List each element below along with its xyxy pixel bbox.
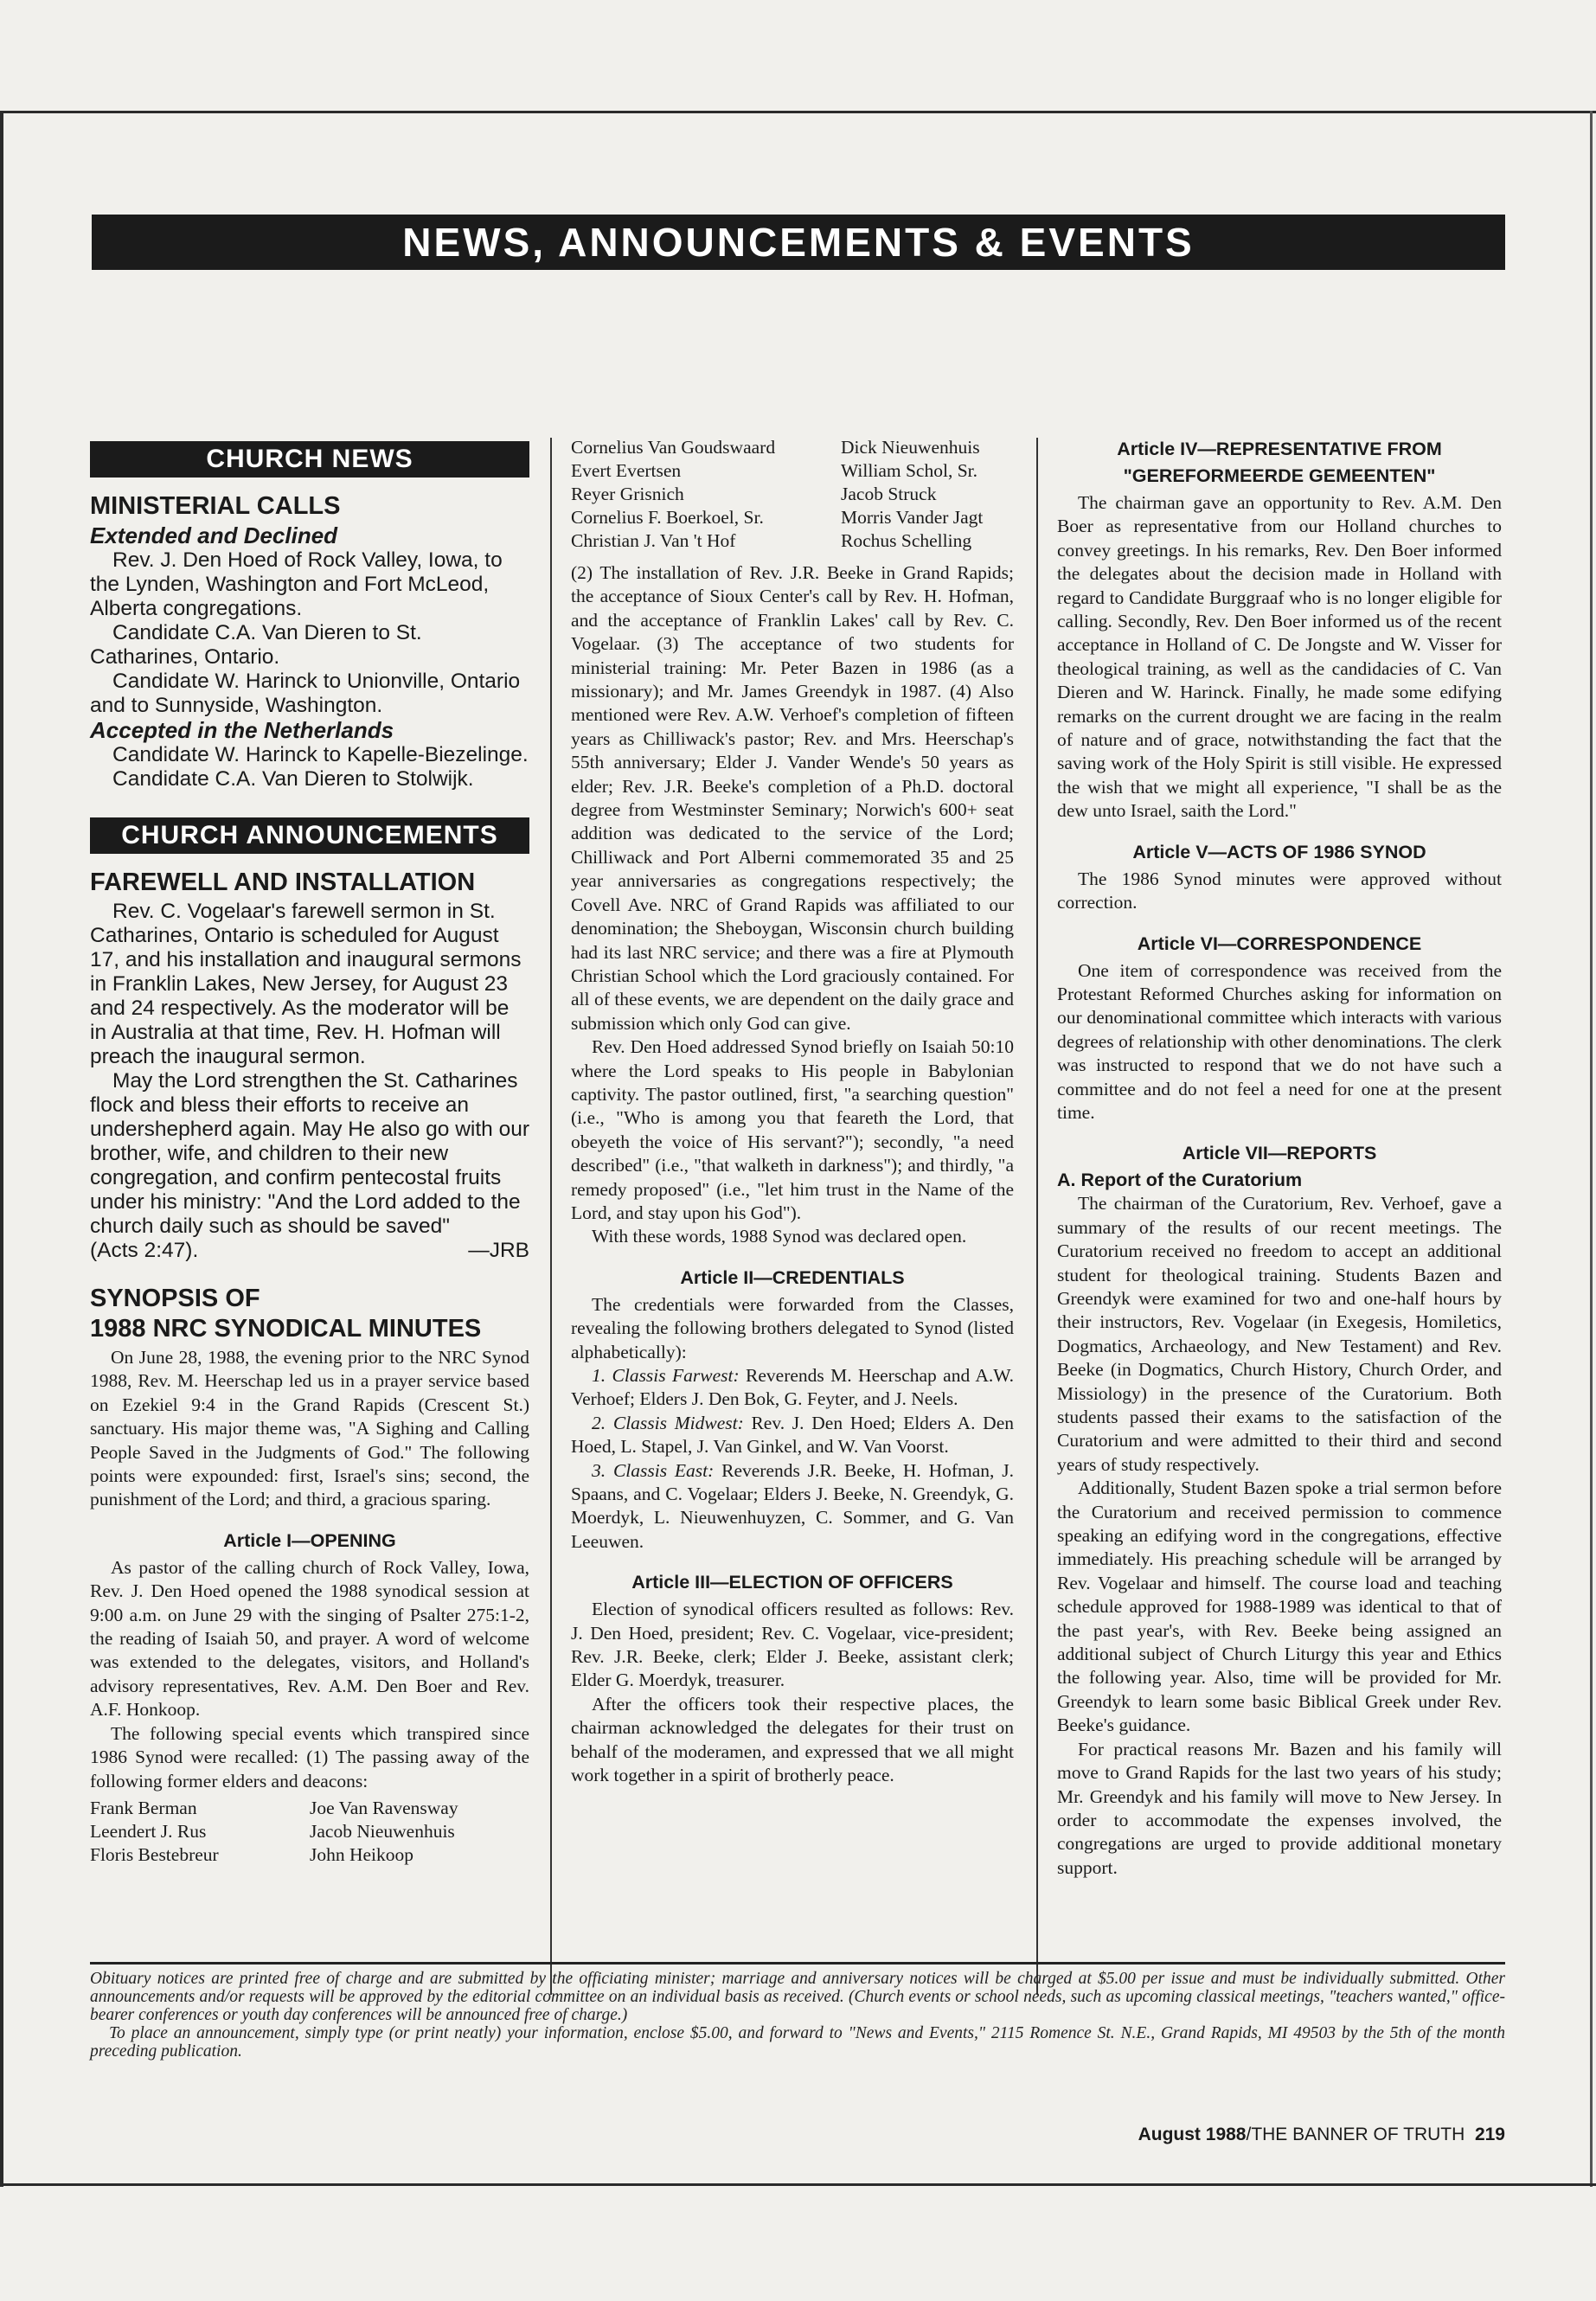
classis-delegates: Reverends J.R. Beeke, H. Hofman, J. Spaans, and C. Vogelaar; Elders J. Beeke, N. Greendyk, G. Moerdyk, L. Nieuwenhuyzen, C. Sommer, and G. Van Leeuwen. xyxy=(571,1459,1014,1552)
classis-item xyxy=(571,1412,1014,1459)
article-3-paragraph: After the officers took their respective places, the chairman acknowledged the delegates for their trust on behalf of the moderamen, and expressed that we all might work together in a spirit of brotherly peace. xyxy=(571,1693,1014,1786)
article-1-paragraph: The following special events which transpired since 1986 Synod were recalled: (1) The passing away of the following former elders and deacons: xyxy=(90,1722,529,1791)
classis-label: 3. Classis East: xyxy=(592,1459,715,1481)
name-entry: Morris Vander Jagt xyxy=(841,507,984,528)
scripture-reference: (Acts 2:47). xyxy=(90,1239,199,1262)
den-hoed-paragraph: Rev. Den Hoed addressed Synod briefly on Isaiah 50:10 where the Lord speaks to His people in Babylonian captivity. The pastor outlined, first, "a searching question" (i.e., "Who is among you that feareth the Lord, that obeyeth the voice of His servant?"); secondly, "a need described" (i.e., "that walketh in darkness"); and thirdly, "a remedy proposed" (i.e., "let him trust in the Name of the Lord, and stay upon his God"). xyxy=(571,1036,1014,1223)
column-1 xyxy=(90,438,529,1875)
column-3 xyxy=(1057,438,1502,1880)
article-3-heading: Article III—ELECTION OF OFFICERS xyxy=(631,1572,953,1593)
farewell-installation-heading: FAREWELL AND INSTALLATION xyxy=(90,868,476,896)
name-entry: Cornelius F. Boerkoel, Sr. xyxy=(571,507,764,528)
article-7-heading: Article VII—REPORTS xyxy=(1182,1143,1377,1164)
article-7-paragraph: For practical reasons Mr. Bazen and his family will move to Grand Rapids for the last two years of his study; Mr. Greendyk and his family will move to New Jersey. In order to accommodate the expenses involved, the congregations are urged to provide additional monetary support. xyxy=(1057,1738,1502,1878)
name-entry: Rochus Schelling xyxy=(841,530,972,551)
announcement-paragraph: May the Lord strengthen the St. Catharines flock and bless their efforts to receive an undershepherd again. May He also go with our brother, wife, and children to their new congregation, and confirm pentecostal fruits under his ministry: "And the Lord added to the church daily such as should be saved" xyxy=(90,1069,530,1238)
section-banner: NEWS, ANNOUNCEMENTS & EVENTS xyxy=(92,215,1505,270)
synopsis-intro: On June 28, 1988, the evening prior to the NRC Synod 1988, Rev. M. Heerschap led us in a prayer service based on Ezekiel 9:4 in the Grand Rapids (Crescent St.) sanctuary. His major theme was, "A Sighing and Calling People Saved in the Judgments of God." The following points were expounded: first, Israel's sins; second, the punishment of the Lord; and third, a gracious sparing. xyxy=(90,1347,529,1510)
article-5-paragraph: The 1986 Synod minutes were approved without correction. xyxy=(1057,868,1502,913)
column-2 xyxy=(571,438,1014,1788)
bottom-rule xyxy=(0,2183,1596,2186)
curatorium-report-heading: A. Report of the Curatorium xyxy=(1057,1170,1303,1191)
article-4-paragraph: The chairman gave an opportunity to Rev. A.M. Den Boer as representative from our Holland churches to convey greetings. In his remarks, Rev. Den Boer informed the delegates about the decision made in Holland with regard to Candidate Burggraaf who is no longer eligible for calling. Secondly, Rev. Den Boer informed us of the recent acceptance in Holland of C. De Jongste and W. Visser for theological training, as well as the candidacies of C. Van Dieren and W. Harinck. Finally, he made some edifying remarks on the current drought we are facing in the realm of nature and of grace, notwithstanding the fact that the saving work of the Holy Spirit is still visible. He expressed the wish that we might all experience, "I shall be as the dew unto Israel, saith the Lord." xyxy=(1057,492,1502,822)
name-entry: Christian J. Van 't Hof xyxy=(571,530,736,551)
page-number: 219 xyxy=(1474,2125,1505,2144)
church-announcements-bar: CHURCH ANNOUNCEMENTS xyxy=(90,817,529,854)
name-entry: Floris Bestebreur xyxy=(90,1843,219,1865)
call-item: Candidate W. Harinck to Unionville, Ontario and to Sunnyside, Washington. xyxy=(90,670,521,717)
article-1-paragraph: As pastor of the calling church of Rock Valley, Iowa, Rev. J. Den Hoed opened the 1988 synodical session at 9:00 a.m. on June 29 with the singing of Psalter 275:1-2, the reading of Isaiah 50, and prayer. A word of welcome was extended to the delegates, visitors, and Holland's advisory representatives, Rev. A.M. Den Boer and Rev. A.F. Honkoop. xyxy=(90,1556,529,1721)
right-edge-rule xyxy=(1590,111,1593,2187)
classis-delegates: Rev. J. Den Hoed; Elders A. Den Hoed, L. Stapel, J. Van Ginkel, and W. Van Voorst. xyxy=(571,1412,1014,1458)
deceased-names-list-1 xyxy=(90,1797,529,1867)
classis-delegates: Reverends M. Heerschap and A.W. Verhoef; Elders J. Den Bok, G. Feyter, and J. Neels. xyxy=(571,1365,1014,1410)
announcement-paragraph: Rev. C. Vogelaar's farewell sermon in St. Catharines, Ontario is scheduled for August 17, and his installation and inaugural sermons in Franklin Lakes, New Jersey, for August 23 and 24 respectively. As the moderator will be in Australia at that time, Rev. H. Hofman will preach the inaugural sermon. xyxy=(90,900,522,1068)
name-entry: Leendert J. Rus xyxy=(90,1820,207,1842)
name-entry: Dick Nieuwenhuis xyxy=(841,437,980,458)
events-paragraph: (2) The installation of Rev. J.R. Beeke in Grand Rapids; the acceptance of Sioux Center's call by Rev. H. Hofman, and the acceptance of Franklin Lakes' call by Rev. C. Vogelaar. (3) The acceptance of two students for ministerial training: Mr. Peter Bazen in 1986 (as a missionary); and Mr. James Greendyk in 1987. (4) Also mentioned were Rev. A.W. Verhoef's completion of fifteen years as Chilliwack's pastor; Rev. and Mrs. Heerschap's 55th anniversary; Elder J. Vander Wende's 50 years as elder; Rev. J.R. Beeke's completion of a Ph.D. doctoral degree from Westminster Seminary; Norwich's 600+ seat addition was dedicated to the service of the Lord; Chilliwack and Port Alberni commemorated 35 and 25 year anniversaries as congregations respectively; the Covell Ave. NRC of Grand Rapids was affiliated to our denomination; the Sheboygan, Wisconsin church building had its last NRC service; and there was a fire at Plymouth Christian School which the Lord graciously contained. For all of these events, we are dependent on the daily grace and submission which only God can give. xyxy=(571,562,1014,1034)
name-entry: Frank Berman xyxy=(90,1797,197,1818)
article-3-paragraph: Election of synodical officers resulted as follows: Rev. J. Den Hoed, president; Rev. C. Vogelaar, vice-president; Rev. J.R. Beeke, clerk; Elder J. Beeke, assistant clerk; Elder G. Moerdyk, treasurer. xyxy=(571,1599,1014,1691)
article-2-heading: Article II—CREDENTIALS xyxy=(680,1266,905,1288)
page-folio xyxy=(952,2125,1505,2145)
ministerial-calls-heading: MINISTERIAL CALLS xyxy=(90,492,341,520)
article-4-heading-line2: "GEREFORMEERDE GEMEENTEN" xyxy=(1123,465,1436,486)
synopsis-heading-line1: SYNOPSIS OF xyxy=(90,1285,260,1312)
name-entry: John Heikoop xyxy=(310,1843,414,1865)
accepted-netherlands-heading: Accepted in the Netherlands xyxy=(90,717,394,743)
synopsis-heading-line2: 1988 NRC SYNODICAL MINUTES xyxy=(90,1315,482,1343)
article-2-paragraph: The credentials were forwarded from the Classes, revealing the following brothers delegated to Synod (listed alphabetically): xyxy=(571,1293,1014,1362)
article-7-paragraph: Additionally, Student Bazen spoke a trial sermon before the Curatorium and received permission to commence speaking an edifying word in the congregations, effective immediately. His preaching schedule will be arranged by Rev. Vogelaar and himself. The course load and teaching schedule approved for 1988-1989 was identical to that of the past year's, with Rev. Beeke being assigned an additional subject of Church Liturgy this year and Ethics the following year. Also, time will be provided for Mr. Greendyk to learn some basic Biblical Greek under Rev. Beeke's guidance. xyxy=(1057,1477,1502,1736)
name-entry: Jacob Nieuwenhuis xyxy=(310,1820,455,1842)
name-entry: Evert Evertsen xyxy=(571,460,682,481)
extended-declined-heading: Extended and Declined xyxy=(90,522,338,548)
footnote-paragraph: Obituary notices are printed free of charge and are submitted by the officiating minister; marriage and anniversary notices will be charged at $5.00 per issue and must be individually submitted. Other announcements and/or requests will be approved by the editorial committee on an individual basis as received. (Church events or school needs, such as upcoming classical meetings, "teachers wanted," office-bearer conferences or youth day conferences will be announced free of charge.) xyxy=(90,1970,1505,2024)
article-5-heading: Article V—ACTS OF 1986 SYNOD xyxy=(1132,841,1426,862)
publication-name: /THE BANNER OF TRUTH xyxy=(1246,2125,1465,2144)
article-4-heading-line1: Article IV—REPRESENTATIVE FROM xyxy=(1117,439,1442,459)
name-entry: Cornelius Van Goudswaard xyxy=(571,437,776,458)
classis-item xyxy=(571,1459,1014,1554)
classis-label: 1. Classis Farwest: xyxy=(592,1365,740,1386)
issue-date: August 1988 xyxy=(1138,2125,1247,2144)
name-entry: William Schol, Sr. xyxy=(841,460,977,481)
article-6-paragraph: One item of correspondence was received from the Protestant Reformed Churches asking for information on our denominational committee which interacts with various degrees of relationship with other denominations. The clerk was instructed to respond that we do not have such a committee and do not feel a need for one at the present time. xyxy=(1057,959,1502,1123)
classis-label: 2. Classis Midwest: xyxy=(592,1412,744,1433)
footnote-paragraph: To place an announcement, simply type (or print neatly) your information, enclose $5.00, and forward to "News and Events," 2115 Romence St. N.E., Grand Rapids, MI 49503 by the 5th of the month preceding publication. xyxy=(90,2024,1505,2061)
call-item: Candidate C.A. Van Dieren to Stolwijk. xyxy=(112,767,474,791)
deceased-names-list-2 xyxy=(571,436,1014,553)
left-edge-rule xyxy=(0,111,3,2187)
article-7-paragraph: The chairman of the Curatorium, Rev. Verhoef, gave a summary of the results of our recent meetings. The Curatorium received no freedom to accept an additional student for theological training. Students Bazen and Greendyk were examined for two and one-half hours by their instructors, Rev. Vogelaar (in Exegesis, Homiletics, Dogmatics, Archaeology, and New Testament) and Rev. Beeke (in Dogmatics, Church History, Church Order, and Missiology) in the presence of the Curatorium. Both students passed their exams to the satisfaction of the Curatorium and were admitted to their third and second years of study respectively. xyxy=(1057,1193,1502,1475)
name-entry: Jacob Struck xyxy=(841,484,937,504)
synod-declared-open: With these words, 1988 Synod was declared open. xyxy=(592,1226,967,1247)
name-entry: Joe Van Ravensway xyxy=(310,1797,458,1818)
publication-footnote xyxy=(90,1962,1505,2061)
call-item: Candidate W. Harinck to Kapelle-Biezelinge. xyxy=(112,743,529,766)
column-divider xyxy=(1036,438,1038,1995)
call-item: Candidate C.A. Van Dieren to St. Catharines, Ontario. xyxy=(90,621,422,669)
article-1-heading: Article I—OPENING xyxy=(223,1529,396,1551)
name-entry: Reyer Grisnich xyxy=(571,484,684,504)
classis-item xyxy=(571,1364,1014,1412)
article-6-heading: Article VI—CORRESPONDENCE xyxy=(1137,933,1422,954)
top-rule xyxy=(0,111,1596,113)
church-news-bar: CHURCH NEWS xyxy=(90,441,529,478)
author-signature: —JRB xyxy=(468,1239,529,1262)
call-item: Rev. J. Den Hoed of Rock Valley, Iowa, to the Lynden, Washington and Fort McLeod, Alberta congregations. xyxy=(90,548,503,620)
column-divider xyxy=(550,438,552,1995)
